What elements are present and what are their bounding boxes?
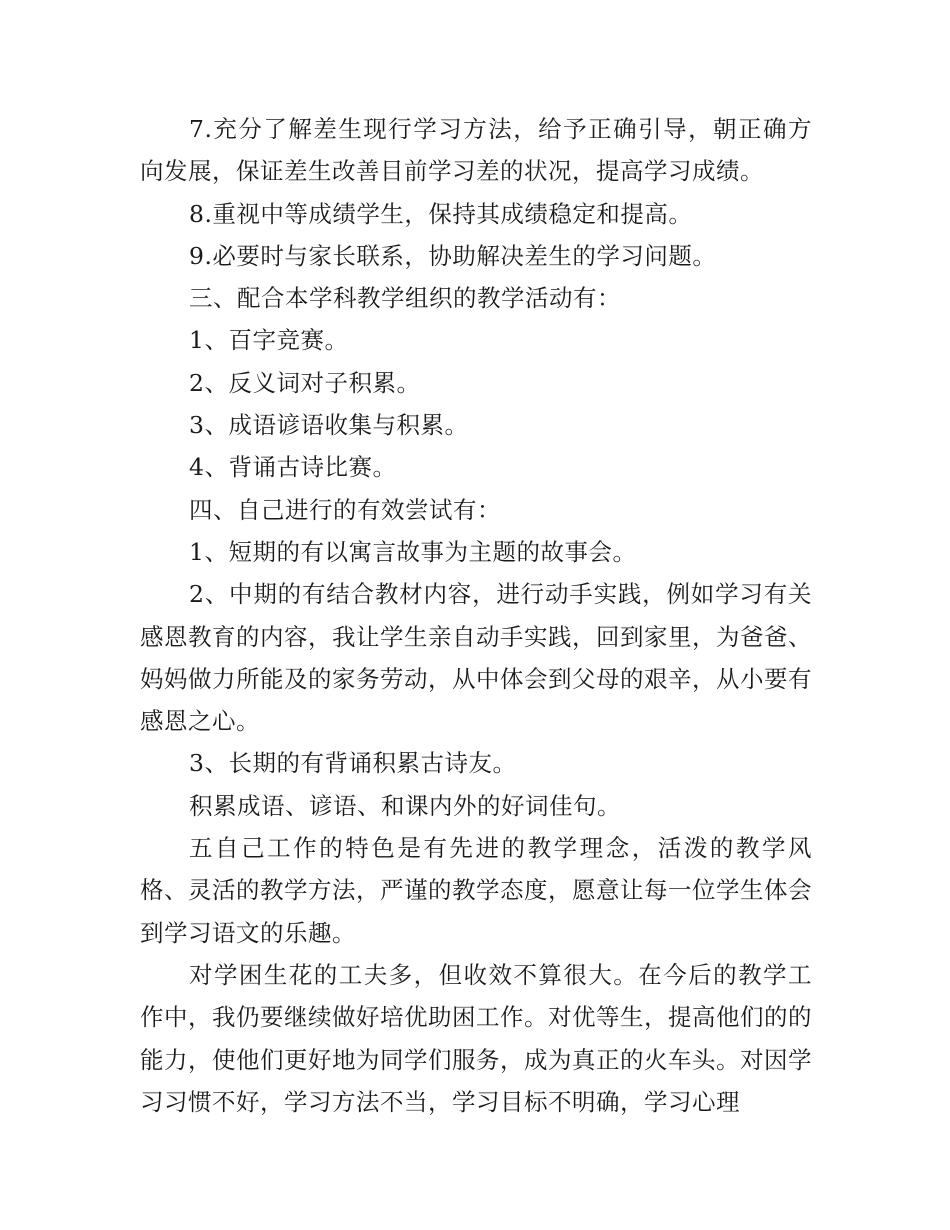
attempt-item-2: 2、中期的有结合教材内容，进行动手实践，例如学习有关感恩教育的内容，我让学生亲自动手实践，回到家里，为爸爸、妈妈做力所能及的家务劳动，从中体会到父母的艰辛，从小要有感恩之心。 [140, 580, 812, 736]
document-body [140, 108, 812, 1123]
activity-item-2: 2、反义词对子积累。 [189, 368, 421, 397]
section-heading-4: 四、自己进行的有效尝试有： [189, 495, 501, 524]
attempt-item-3: 3、长期的有背诵积累古诗友。 [189, 749, 517, 778]
section-5-paragraph: 五自己工作的特色是有先进的教学理念，活泼的教学风格、灵活的教学方法，严谨的教学态度，愿意让每一位学生体会到学习语文的乐趣。 [140, 834, 812, 947]
activity-item-3: 3、成语谚语收集与积累。 [189, 411, 469, 440]
section-heading-3: 三、配合本学科教学组织的教学活动有： [189, 284, 621, 313]
activity-item-4: 4、背诵古诗比赛。 [189, 453, 397, 482]
reflection-paragraph: 对学困生花的工夫多，但收效不算很大。在今后的教学工作中，我仍要继续做好培优助困工作。对优等生，提高他们的的能力，使他们更好地为同学们服务，成为真正的火车头。对因学习习惯不好，学习方法不当，学习目标不明确，学习心理 [140, 960, 812, 1116]
paragraph-item-8: 8.重视中等成绩学生，保持其成绩稳定和提高。 [189, 199, 693, 228]
paragraph-item-7: 7.充分了解差生现行学习方法，给予正确引导，朝正确方向发展，保证差生改善目前学习差的状况，提高学习成绩。 [140, 115, 812, 186]
attempt-item-1: 1、短期的有以寓言故事为主题的故事会。 [189, 537, 637, 566]
paragraph-item-9: 9.必要时与家长联系，协助解决差生的学习问题。 [189, 241, 717, 270]
accumulation-paragraph: 积累成语、谚语、和课内外的好词佳句。 [189, 791, 621, 820]
activity-item-1: 1、百字竞赛。 [189, 326, 349, 355]
